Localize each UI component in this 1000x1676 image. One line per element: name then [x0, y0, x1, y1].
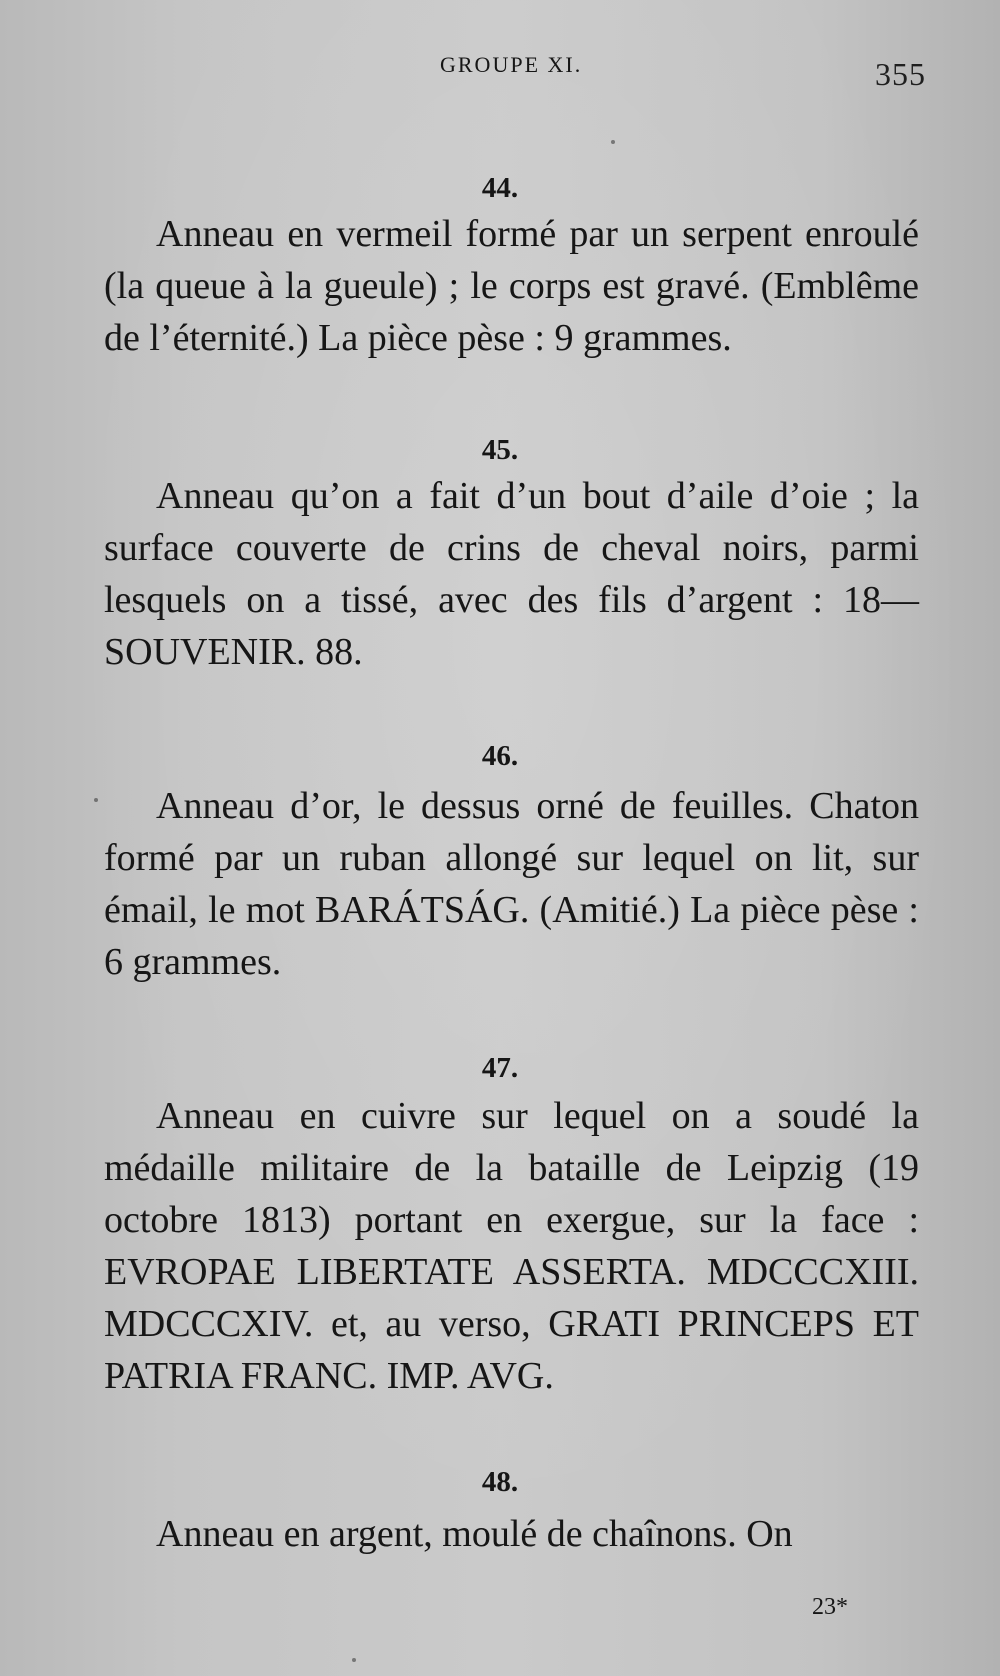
paper-speck: [611, 140, 615, 144]
entry-number-48: 48.: [481, 1466, 519, 1498]
entry-number-44: 44.: [481, 172, 519, 204]
entry-number-47: 47.: [481, 1052, 519, 1084]
entry-text-44: Anneau en vermeil formé par un serpent enroulé (la queue à la gueule) ; le corps est gravé. (Emblême de l’éternité.) La pièce pèse : 9 grammes.: [104, 213, 919, 359]
entry-text-45: Anneau qu’on a fait d’un bout d’aile d’oie ; la surface couverte de crins de cheval noirs, parmi lesquels on a tissé, avec des fils d’argent : 18—SOUVENIR. 88.: [104, 475, 919, 673]
paper-speck: [352, 1658, 356, 1662]
page-header: [0, 48, 1000, 92]
running-head: GROUPE XI.: [440, 52, 583, 77]
entry-number-45: 45.: [481, 434, 519, 466]
paper-speck: [94, 798, 98, 802]
entry-text-46: Anneau d’or, le dessus orné de feuilles. Chaton formé par un ruban allongé sur lequel on lit, sur émail, le mot BARÁTSÁG. (Amitié.) La pièce pèse : 6 grammes.: [104, 785, 919, 983]
page-number: 355: [875, 56, 926, 92]
entry-number-46: 46.: [481, 740, 519, 772]
entry-text-47: Anneau en cuivre sur lequel on a soudé la médaille militaire de la bataille de Leipzig (19 octobre 1813) portant en exergue, sur la face : EVROPAE LIBERTATE ASSERTA. MDCCCXIII. MDCCCXIV. et, au verso, GRATI PRINCEPS ET PATRIA FRANC. IMP. AVG.: [104, 1095, 919, 1397]
sheet-signature: 23*: [812, 1594, 848, 1620]
entry-text-48: Anneau en argent, moulé de chaînons. On: [156, 1513, 793, 1555]
